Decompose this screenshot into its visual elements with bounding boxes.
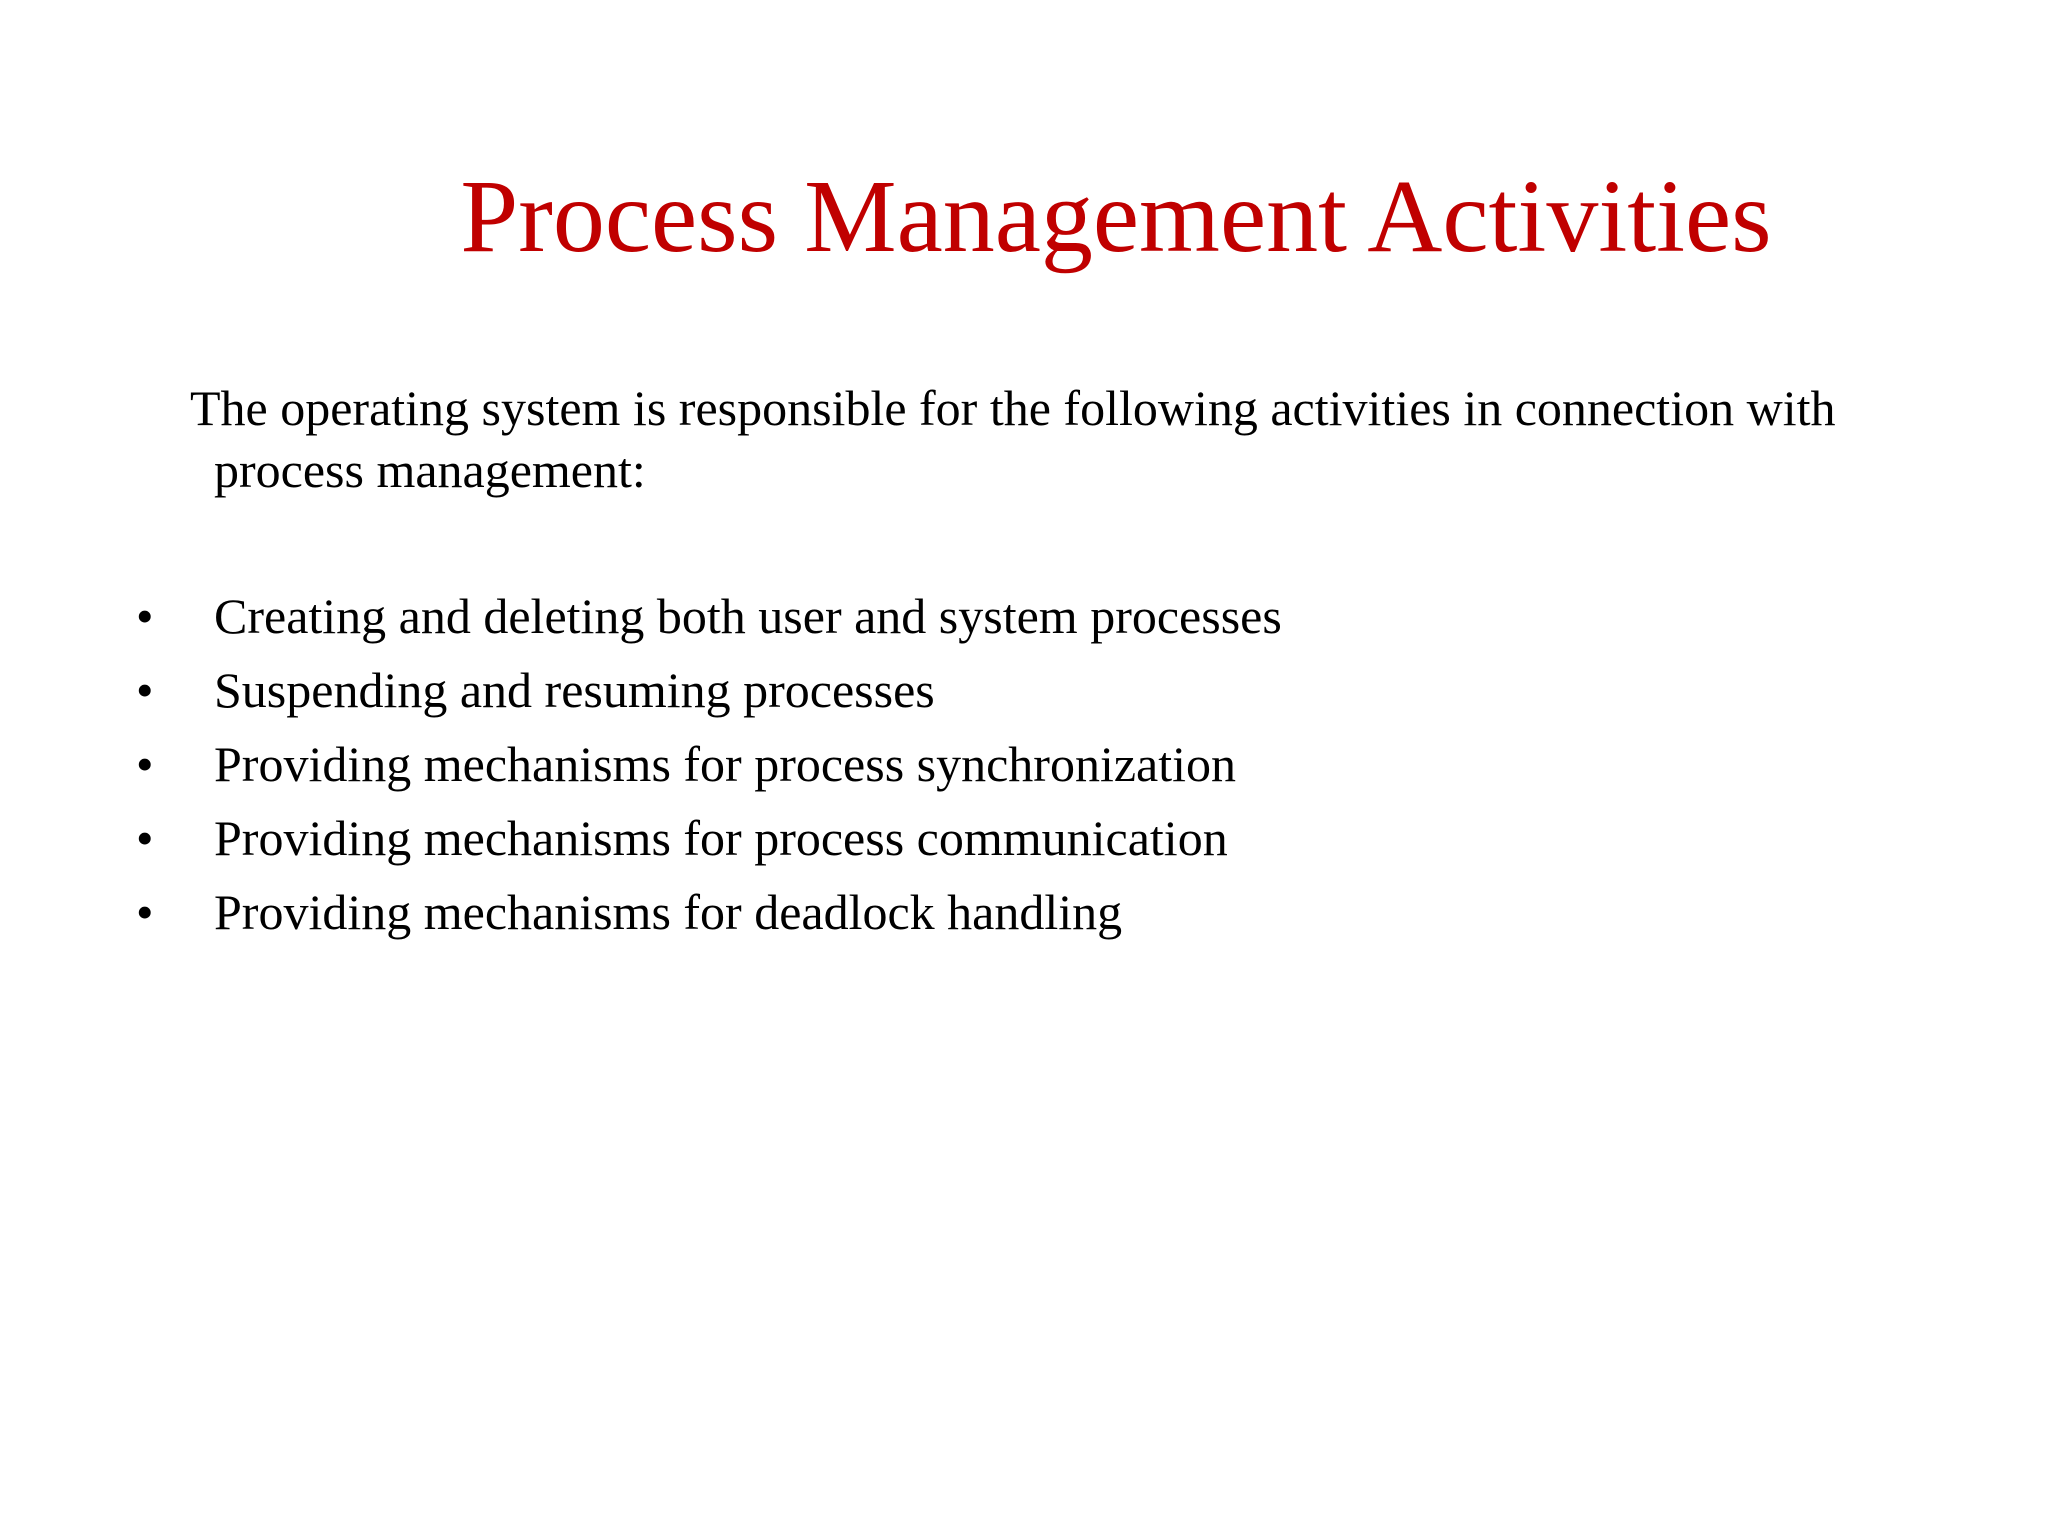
list-item-text: Creating and deleting both user and system processes	[214, 588, 1282, 644]
list-item-text: Providing mechanisms for deadlock handling	[214, 884, 1123, 940]
list-item-text: Providing mechanisms for process communication	[214, 810, 1228, 866]
bullet-icon: •	[136, 662, 154, 718]
slide-title: Process Management Activities	[460, 159, 1772, 274]
list-item	[0, 585, 2048, 659]
bullet-icon: •	[136, 588, 154, 644]
list-item-text: Suspending and resuming processes	[214, 662, 935, 718]
list-item	[0, 733, 2048, 807]
list-item	[0, 881, 2048, 955]
intro-line-1: The operating system is responsible for the following activities in connection with	[190, 380, 1836, 436]
list-item	[0, 659, 2048, 733]
bullet-icon: •	[136, 810, 154, 866]
bullet-icon: •	[136, 736, 154, 792]
list-item	[0, 807, 2048, 881]
intro-line-2: process management:	[214, 442, 646, 498]
intro-paragraph	[190, 377, 1970, 501]
bullet-icon: •	[136, 884, 154, 940]
list-item-text: Providing mechanisms for process synchronization	[214, 736, 1237, 792]
activity-list	[0, 585, 2048, 955]
